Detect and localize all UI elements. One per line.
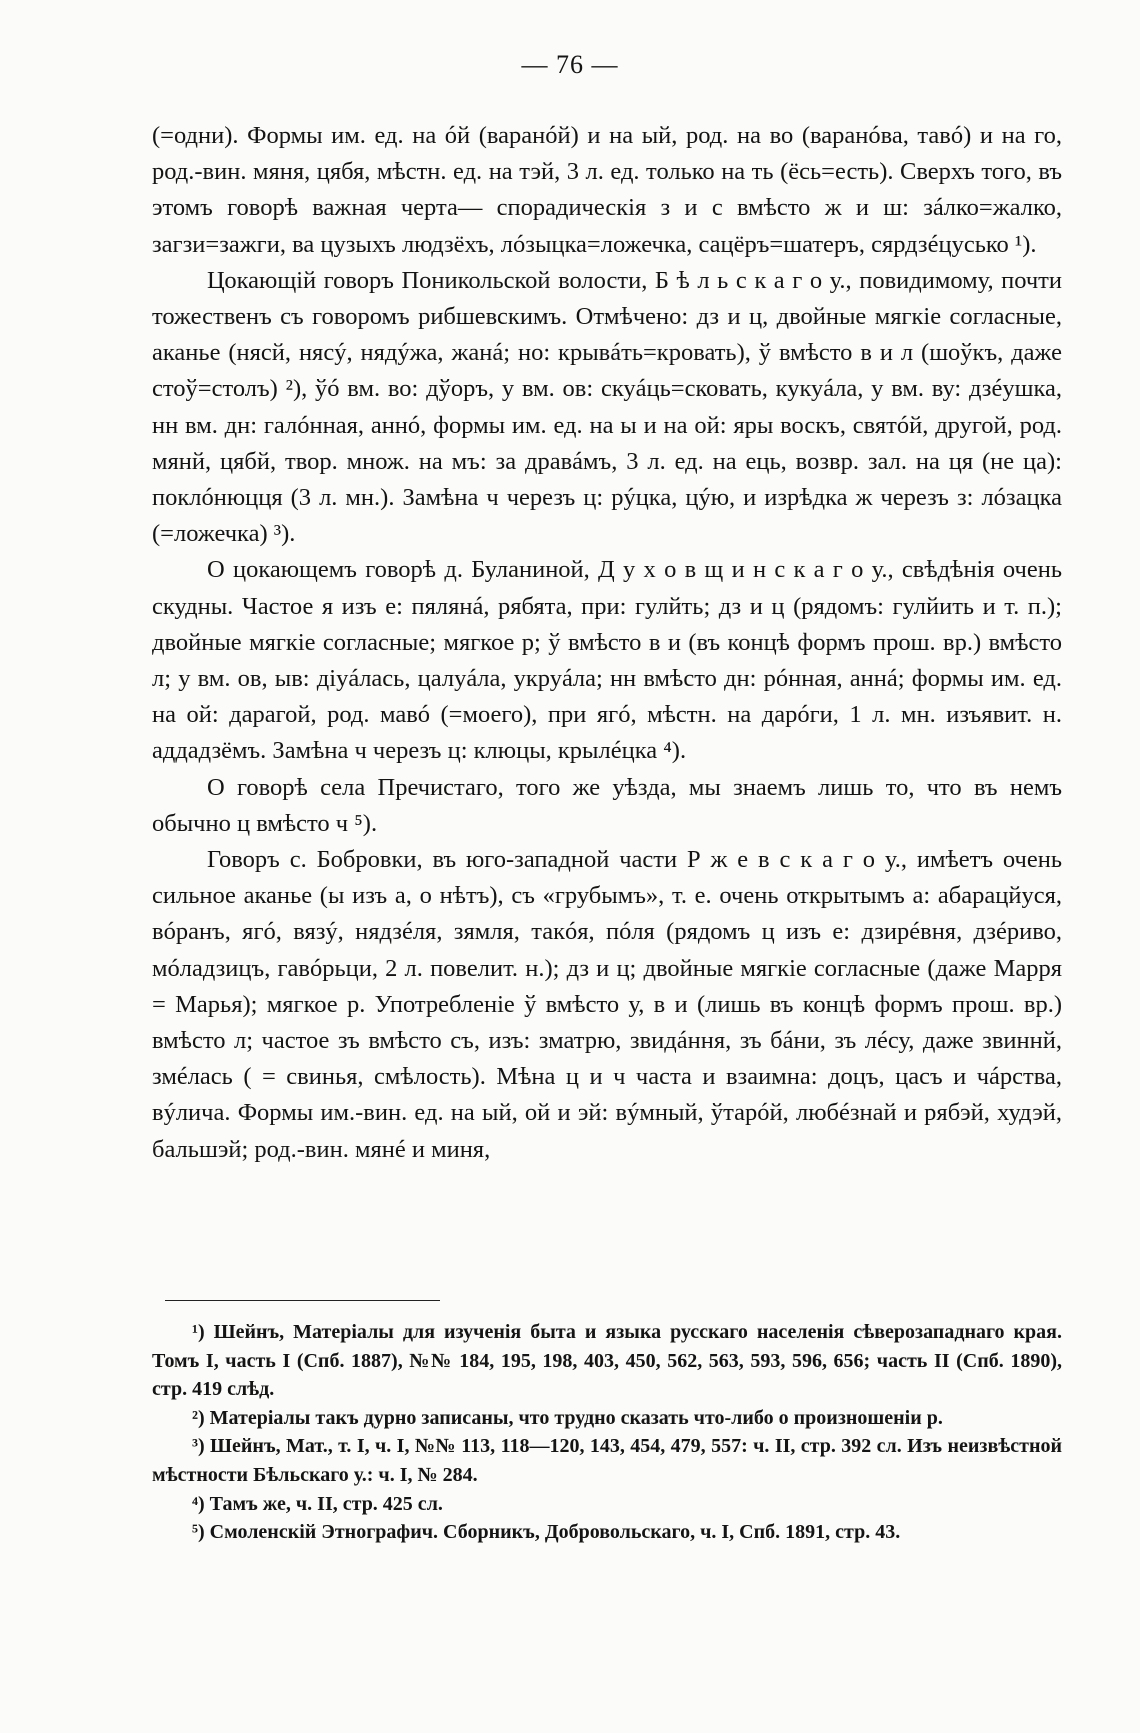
paragraph: О говорѣ села Пречистаго, того же уѣзда, мы знаемъ лишь то, что въ немъ обычно ц вмѣсто ч ⁵). [152, 773, 1062, 837]
footnotes [152, 1318, 1062, 1547]
main-text [152, 118, 1062, 1168]
footnote: ⁴) Тамъ же, ч. II, стр. 425 сл. [192, 1492, 443, 1515]
footnote: ³) Шейнъ, Мат., т. I, ч. I, №№ 113, 118—120, 143, 454, 479, 557: ч. II, стр. 392 сл. Изъ неизвѣстной мѣстности Бѣльскаго у.: ч. I, № 284. [152, 1435, 1062, 1486]
paragraph: Цокающій говоръ Поникольской волости, Б ѣ л ь с к а г о у., повидимому, почти тожественъ съ говоромъ рибшевскимъ. Отмѣчено: дз и ц, двойные мягкіе согласные, аканье (нясй, нясý, нядýжа, жанá; но: крывáть=кровать), ў вмѣсто в и л (шоўкъ, даже стоў=столъ) ²), ўó вм. во: дўоръ, у вм. ов: скуáць=сковать, кукуáла, у вм. ву: дзéушка, нн вм. дн: галóнная, аннó, формы им. ед. на ы и на ой: яры воскъ, святóй, другой, род. мянй, цябй, твор. множ. на мъ: за дравáмъ, 3 л. ед. на ець, возвр. зал. на ця (не ца): поклóнюцця (3 л. мн.). Замѣна ч черезъ ц: рýцка, цýю, и изрѣдка ж черезъ з: лóзацка (=ложечка) ³). [152, 266, 1062, 548]
paragraph: (=одни). Формы им. ед. на óй (варанóй) и на ый, род. на во (варанóва, тавó) и на го, род.-вин. мяня, цябя, мѣстн. ед. на тэй, 3 л. ед. только на ть (ёсь=есть). Сверхъ того, въ этомъ говорѣ важная черта— спорадическія з и с вмѣсто ж и ш: зáлко=жалко, загзи=зажги, ва цузыхъ людзёхъ, лóзыцка=ложечка, сацёръ=шатеръ, сярдзéцусько ¹). [152, 122, 1062, 258]
footnote-divider [165, 1300, 440, 1301]
paragraph: О цокающемъ говорѣ д. Буланиной, Д у х о в щ и н с к а г о у., свѣдѣнія очень скудны. Частое я изъ е: пялянá, рябята, при: гулйть; дз и ц (рядомъ: гулйить и т. п.); двойные мягкіе согласные; мягкое р; ў вмѣсто в и (въ концѣ формъ прош. вр.) вмѣсто л; у вм. ов, ыв: дiуáлась, цалуáла, укруáла; нн вмѣсто дн: рóнная, аннá; формы им. ед. на ой: дарагой, род. мавó (=моего), при ягó, мѣстн. на дарóги, 1 л. мн. изъявит. н. аддадзёмъ. Замѣна ч черезъ ц: клюцы, крылéцка ⁴). [152, 556, 1062, 765]
page-number: — 76 — [521, 50, 619, 79]
footnote: ²) Матеріалы такъ дурно записаны, что трудно сказать что-либо о произношеніи р. [192, 1406, 943, 1429]
paragraph: Говоръ с. Бобровки, въ юго-западной части Р ж е в с к а г о у., имѣетъ очень сильное аканье (ы изъ а, о нѣтъ), съ «грубымъ», т. е. очень открытымъ а: абарацйуся, вóранъ, ягó, вязý, нядзéля, зямля, такóя, пóля (рядомъ ц изъ е: дзирéвня, дзéриво, мóладзицъ, гавóрьци, 2 л. повелит. н.); дз и ц; двойные мягкіе согласные (даже Марря = Марья); мягкое р. Употребленіе ў вмѣсто у, в и (лишь въ концѣ формъ прош. вр.) вмѣсто л; частое зъ вмѣсто съ, изъ: зматрю, звидáння, зъ бáни, зъ лéсу, даже звиннй, змéлась ( = свинья, смѣлость). Мѣна ц и ч часта и взаимна: доцъ, цасъ и чáрства, вýлича. Формы им.-вин. ед. на ый, ой и эй: вýмный, ўтарóй, любéзнай и рябэй, худэй, бальшэй; род.-вин. мянé и миня, [152, 846, 1062, 1163]
footnote: ¹) Шейнъ, Матеріалы для изученія быта и языка русскаго населенія сѣверозападнаго края. Томъ I, часть I (Спб. 1887), №№ 184, 195, 198, 403, 450, 562, 563, 593, 596, 656; часть II (Спб. 1890), стр. 419 слѣд. [152, 1321, 1062, 1401]
footnote: ⁵) Смоленскій Этнографич. Сборникъ, Добровольскаго, ч. I, Спб. 1891, стр. 43. [192, 1521, 901, 1544]
